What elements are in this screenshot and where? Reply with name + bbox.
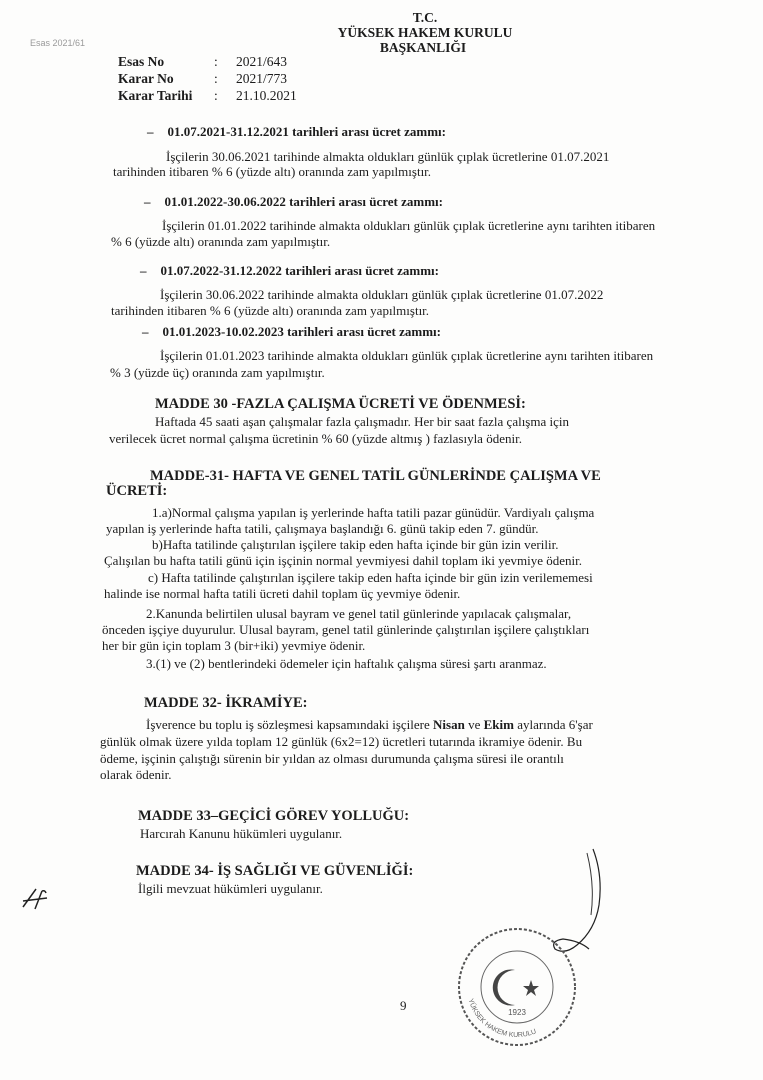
madde-31-text: 1.a)Normal çalışma yapılan iş yerlerinde hafta tatili pazar günüdür. Vardiyalı çalışma bbox=[152, 505, 595, 520]
page-number: 9 bbox=[400, 998, 407, 1013]
meta-value: 2021/773 bbox=[236, 71, 288, 86]
meta-colon: : bbox=[214, 71, 218, 86]
madde-31-text: 3.(1) ve (2) bentlerindeki ödemeler için haftalık çalışma süresi şartı aranmaz. bbox=[146, 656, 547, 671]
seal-text: YÜKSEK HAKEM KURULU bbox=[466, 997, 538, 1040]
madde-31-text: c) Hafta tatilinde çalıştırılan işçilere takip eden hafta içinde bir gün izin verilememesi bbox=[148, 570, 593, 585]
raise-text: İşçilerin 01.01.2022 tarihinde almakta oldukları günlük çıplak ücretlerine aynı tarihten itibaren bbox=[162, 218, 656, 233]
raise-text: İşçilerin 01.01.2023 tarihinde almakta oldukları günlük çıplak ücretlerine aynı tarihten itibaren bbox=[160, 348, 654, 363]
madde-34-text: İlgili mevzuat hükümleri uygulanır. bbox=[138, 881, 323, 896]
madde-31-title-cont: ÜCRETİ: bbox=[106, 483, 168, 499]
meta-label: Esas No bbox=[118, 54, 165, 69]
seal-year: 1923 bbox=[508, 1008, 526, 1017]
official-seal-icon bbox=[455, 925, 580, 1050]
meta-label: Karar Tarihi bbox=[118, 88, 193, 103]
madde-32-title: MADDE 32- İKRAMİYE: bbox=[144, 695, 308, 711]
madde-32-text: ödeme, işçinin çalıştığı sürenin bir yıldan az olması durumunda çalışma süresi ile orantılı bbox=[100, 751, 564, 766]
meta-label: Karar No bbox=[118, 71, 174, 86]
raise-text: tarihinden itibaren % 6 (yüzde altı) oranında zam yapılmıştır. bbox=[111, 303, 430, 318]
madde-31-text: Çalışılan bu hafta tatili günü için işçinin normal yevmiyesi dahil toplam iki yevmiye ödenir. bbox=[104, 553, 583, 568]
madde-31-text: 2.Kanunda belirtilen ulusal bayram ve genel tatil günlerinde yapılacak çalışmalar, bbox=[146, 606, 572, 621]
madde-33-text: Harcırah Kanunu hükümleri uygulanır. bbox=[140, 826, 343, 841]
madde-31-text: her bir gün için toplam 3 (bir+iki) yevmiye ödenir. bbox=[102, 638, 366, 653]
raise-text: İşçilerin 30.06.2021 tarihinde almakta oldukları günlük çıplak ücretlerine 01.07.2021 bbox=[166, 149, 610, 164]
raise-heading: – 01.07.2022-31.12.2022 tarihleri arası ücret zammı: bbox=[140, 263, 439, 278]
header-institution: YÜKSEK HAKEM KURULU bbox=[337, 25, 513, 40]
raise-heading: – 01.01.2022-30.06.2022 tarihleri arası ücret zammı: bbox=[144, 194, 443, 209]
madde-32-text: İşverence bu toplu iş sözleşmesi kapsamındaki işçilere Nisan ve Ekim aylarında 6'şar bbox=[146, 717, 593, 732]
madde-31-text: halinde ise normal hafta tatili ücreti dahil toplam üç yevmiye ödenir. bbox=[104, 586, 461, 601]
madde-30-title: MADDE 30 -FAZLA ÇALIŞMA ÜCRETİ VE ÖDENMESİ: bbox=[155, 396, 526, 412]
raise-text: tarihinden itibaren % 6 (yüzde altı) oranında zam yapılmıştır. bbox=[113, 164, 432, 179]
header-presidency: BAŞKANLIĞI bbox=[379, 40, 467, 55]
madde-30-text: verilecek ücret normal çalışma ücretinin % 60 (yüzde altmış ) fazlasıyla ödenir. bbox=[109, 431, 522, 446]
header-tc: T.C. bbox=[412, 10, 438, 25]
madde-31-text: önceden işçiye duyurulur. Ulusal bayram, genel tatil günlerinde çalıştırılan işçilere çalıştıkları bbox=[102, 622, 590, 637]
raise-heading: – 01.01.2023-10.02.2023 tarihleri arası ücret zammı: bbox=[142, 324, 441, 339]
madde-32-text: olarak ödenir. bbox=[100, 767, 172, 782]
raise-text: % 3 (yüzde üç) oranında zam yapılmıştır. bbox=[110, 365, 325, 380]
raise-heading: – 01.07.2021-31.12.2021 tarihleri arası ücret zammı: bbox=[147, 124, 446, 139]
raise-text: % 6 (yüzde altı) oranında zam yapılmıştır. bbox=[111, 234, 331, 249]
madde-31-text: yapılan iş yerlerinde hafta tatili, çalışmaya başlandığı 6. günü takip eden 7. gündür. bbox=[106, 521, 539, 536]
meta-value: 21.10.2021 bbox=[236, 88, 297, 103]
madde-34-title: MADDE 34- İŞ SAĞLIĞI VE GÜVENLİĞİ: bbox=[136, 863, 414, 879]
meta-colon: : bbox=[214, 54, 218, 69]
madde-31-title: MADDE-31- HAFTA VE GENEL TATİL GÜNLERİNDE ÇALIŞMA VE bbox=[150, 468, 601, 484]
corner-note: Esas 2021/61 bbox=[30, 38, 86, 48]
madde-32-text: günlük olmak üzere yılda toplam 12 günlük (6x2=12) ücretleri tutarında ikramiye ödenir. Bu bbox=[100, 734, 583, 749]
madde-33-title: MADDE 33–GEÇİCİ GÖREV YOLLUĞU: bbox=[138, 808, 410, 824]
meta-value: 2021/643 bbox=[236, 54, 288, 69]
madde-31-text: b)Hafta tatilinde çalıştırılan işçilere takip eden hafta içinde bir gün izin verilir. bbox=[152, 537, 559, 552]
madde-30-text: Haftada 45 saati aşan çalışmalar fazla çalışmadır. Her bir saat fazla çalışma için bbox=[155, 414, 569, 429]
raise-text: İşçilerin 30.06.2022 tarihinde almakta oldukları günlük çıplak ücretlerine 01.07.2022 bbox=[160, 287, 604, 302]
meta-colon: : bbox=[214, 88, 218, 103]
handwritten-initials-icon bbox=[20, 885, 50, 913]
